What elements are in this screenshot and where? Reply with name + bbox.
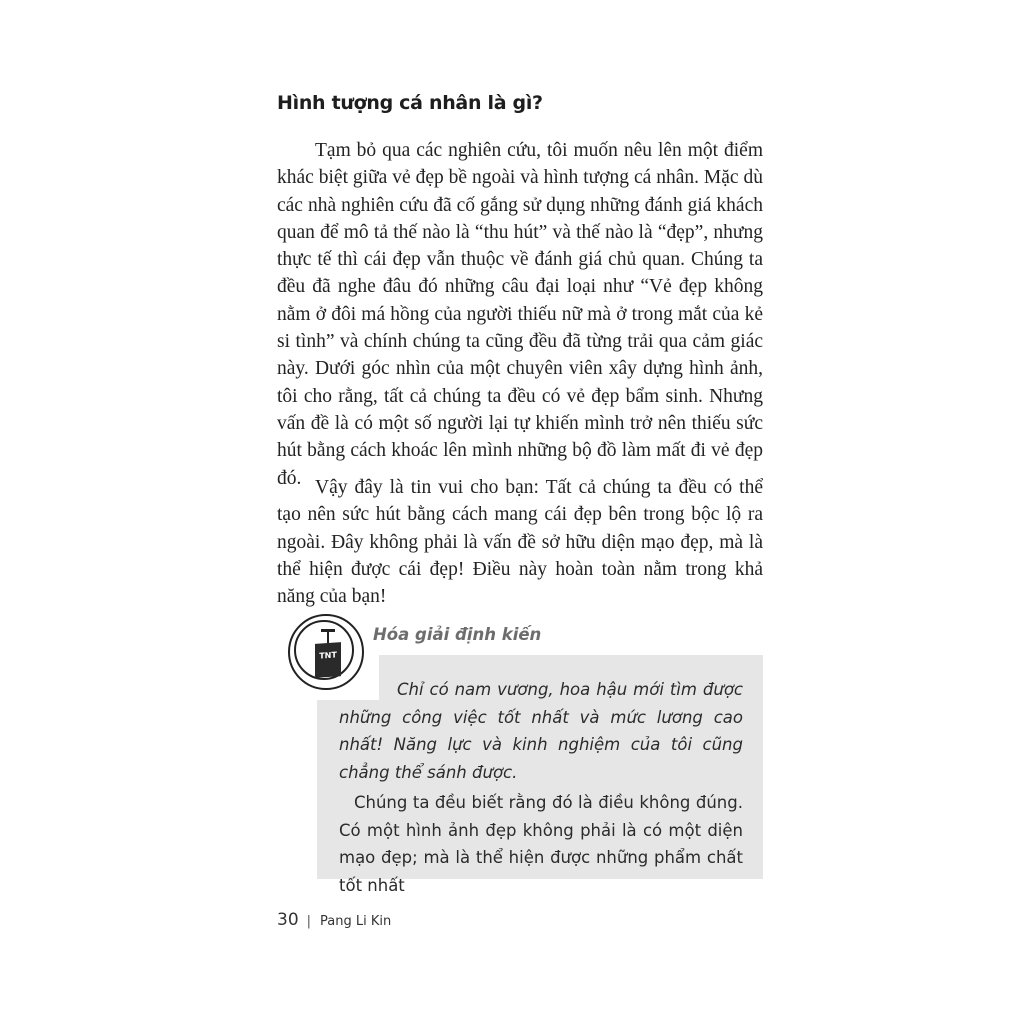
plunger-rod xyxy=(327,631,329,643)
paragraph-1: Tạm bỏ qua các nghiên cứu, tôi muốn nêu lên một điểm khác biệt giữa vẻ đẹp bề ngoài và hình tượng cá nhân. Mặc dù các nhà nghiên cứu đã cố gắng sử dụng những đánh giá khách quan để mô tả thế nào là “thu hút” và thế nào là “đẹp”, nhưng thực tế thì cái đẹp vẫn thuộc về đánh giá chủ quan. Chúng ta đều đã nghe đâu đó những câu đại loại như “Vẻ đẹp không nằm ở đôi má hồng của người thiếu nữ mà ở trong mắt của kẻ si tình” và chính chúng ta cũng đều đã từng trải qua cảm giác này. Dưới góc nhìn của một chuyên viên xây dựng hình ảnh, tôi cho rằng, tất cả chúng ta đều có vẻ đẹp bẩm sinh. Nhưng vấn đề là có một số người lại tự khiến mình trở nên thiếu sức hút bằng cách khoác lên mình những bộ đồ làm mất đi vẻ đẹp đó. xyxy=(277,140,763,489)
page-number: 30 xyxy=(277,910,299,930)
paragraph-2: Vậy đây là tin vui cho bạn: Tất cả chúng ta đều có thể tạo nên sức hút bằng cách mang cái đẹp bên trong bộc lộ ra ngoài. Đây không phải là vấn đề sở hữu diện mạo đẹp, mà là thể hiện được cái đẹp! Điều này hoàn toàn nằm trong khả năng của bạn! xyxy=(277,477,763,608)
callout-body: Chúng ta đều biết rằng đó là điều không đúng. Có một hình ảnh đẹp không phải là có một diện mạo đẹp; mà là thể hiện được những phẩm chất tốt nhất xyxy=(339,793,743,895)
callout-quote: Chỉ có nam vương, hoa hậu mới tìm được những công việc tốt nhất và mức lương cao nhất! Năng lực và kinh nghiệm của tôi cũng chẳng thể sánh được. xyxy=(339,680,743,782)
callout-title: Hóa giải định kiến xyxy=(373,625,542,644)
page-footer xyxy=(277,910,391,930)
tnt-label: TNT xyxy=(319,650,337,661)
author-name: Pang Li Kin xyxy=(320,914,392,929)
icon-ring xyxy=(294,620,354,680)
footer-separator: | xyxy=(306,914,312,929)
section-heading: Hình tượng cá nhân là gì? xyxy=(277,92,543,114)
tnt-crate xyxy=(315,642,341,678)
